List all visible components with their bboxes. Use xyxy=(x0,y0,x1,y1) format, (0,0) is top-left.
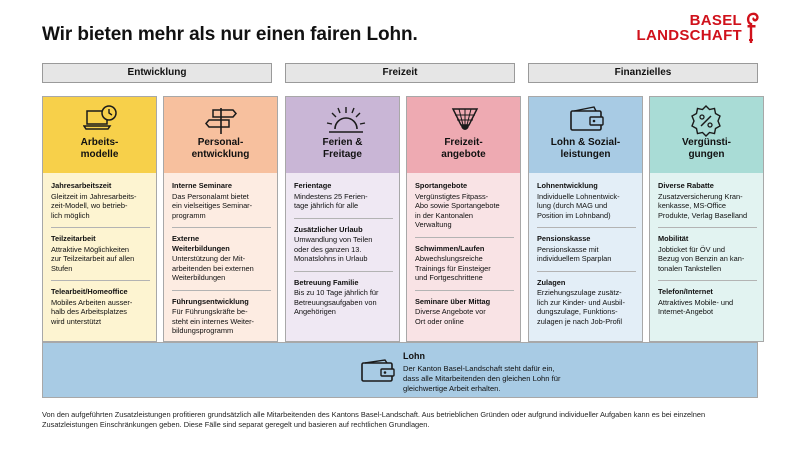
benefit-description: Mobiles Arbeiten ausser- halb des Arbeitsplatzes wird unterstützt xyxy=(51,297,133,326)
divider xyxy=(537,271,636,272)
column-items xyxy=(51,181,152,333)
column-title: Arbeits- modelle xyxy=(80,137,119,160)
column-items xyxy=(415,181,516,333)
column-header xyxy=(286,97,399,173)
benefit-column xyxy=(42,96,157,342)
benefit-title: Zusätzlicher Urlaub xyxy=(294,224,363,234)
benefit-item xyxy=(537,278,638,327)
benefit-title: Diverse Rabatte xyxy=(658,181,714,190)
footnote: Von den aufgeführten Zusatzleistungen profitieren grundsätzlich alle Mitarbeitenden des Kantons Basel-Landschaft. Aus betrieblichen Gründen oder aufgrund individueller Aufgaben kann es bei einzelnen Zusatzleistungen Einschränkungen geben. Diese Fälle sind separat geregelt und basieren auf rechtlichen Grundlagen. xyxy=(42,410,706,429)
page-title: Wir bieten mehr als nur einen fairen Lohn. xyxy=(42,24,418,45)
benefit-item xyxy=(415,297,516,327)
column-title: Freizeit- angebote xyxy=(441,137,486,160)
benefit-title: Betreuung Familie xyxy=(294,277,359,287)
benefit-description: Gleitzeit im Jahresarbeits- zeit-Modell, wo betrieb- lich möglich xyxy=(51,191,137,220)
divider xyxy=(51,280,150,281)
benefit-item xyxy=(51,287,152,326)
benefit-title: Lohnentwicklung xyxy=(537,181,598,190)
benefit-item xyxy=(294,225,395,264)
column-header xyxy=(650,97,763,173)
benefit-description: Diverse Angebote vor Ort oder online xyxy=(415,307,486,326)
benefit-item xyxy=(172,297,273,336)
benefit-description: Das Personalamt bietet ein vielseitiges Seminar- programm xyxy=(172,191,253,220)
benefit-description: Pensionskasse mit individuellem Sparplan xyxy=(537,244,612,263)
logo xyxy=(630,10,760,46)
benefit-description: Bis zu 10 Tage jährlich für Betreuungsaufgaben von Angehörigen xyxy=(294,288,379,316)
column-title: Personal- entwicklung xyxy=(191,137,250,160)
benefit-title: Zulagen xyxy=(537,277,566,287)
percent-badge-icon xyxy=(690,105,724,133)
benefit-title: Führungsentwicklung xyxy=(172,296,249,306)
divider xyxy=(294,271,393,272)
benefit-description: Erziehungszulage zusätz- lich zur Kinder- und Ausbil- dungszulage, Funktions- zulagen je nach Job-Profil xyxy=(537,288,625,326)
column-items xyxy=(537,181,638,333)
column-title: Vergünsti- gungen xyxy=(682,137,731,160)
benefit-title: Telefon/Internet xyxy=(658,287,713,296)
benefit-title: Teilzeitarbeit xyxy=(51,234,96,243)
lohn-title: Lohn xyxy=(403,351,425,361)
wallet-icon xyxy=(569,105,603,133)
benefit-item xyxy=(658,181,759,220)
column-title: Lohn & Sozial- leistungen xyxy=(550,137,621,160)
divider xyxy=(294,218,393,219)
benefit-description: Individuelle Lohnentwick- lung (durch MAG und Position im Lohnband) xyxy=(537,191,620,220)
benefit-item xyxy=(294,278,395,317)
column-header xyxy=(529,97,642,173)
benefit-title: Mobilität xyxy=(658,234,689,243)
divider xyxy=(415,237,514,238)
benefit-description: Vergünstigtes Fitpass- Abo sowie Sportangebote in der Kantonalen Verwaltung xyxy=(415,191,500,229)
benefit-column xyxy=(649,96,764,342)
benefit-item xyxy=(415,244,516,283)
wallet-icon xyxy=(361,359,395,383)
benefit-description: Umwandlung von Teilen oder des ganzen 13. Monatslohns in Urlaub xyxy=(294,235,373,263)
divider xyxy=(51,227,150,228)
shuttlecock-icon xyxy=(447,105,481,133)
column-items xyxy=(658,181,759,324)
benefit-column xyxy=(528,96,643,342)
sunrise-icon xyxy=(326,105,360,133)
benefit-item xyxy=(415,181,516,230)
laptop-clock-icon xyxy=(83,105,117,133)
lohn-description: Der Kanton Basel-Landschaft steht dafür ein, dass alle Mitarbeitenden den gleichen Lohn für gleichwertige Arbeit erhalten. xyxy=(403,364,561,393)
benefit-description: Jobticket für ÖV und Bezug von Benzin an kan- tonalen Tankstellen xyxy=(658,244,745,273)
benefit-item xyxy=(537,234,638,264)
benefit-description: Zusatzversicherung Kran- kenkasse, MS-Office Produkte, Verlag Baselland xyxy=(658,191,748,220)
benefit-item xyxy=(51,234,152,273)
benefit-title: Interne Seminare xyxy=(172,181,232,190)
benefit-title: Sportangebote xyxy=(415,181,468,190)
benefit-title: Jahresarbeitszeit xyxy=(51,181,112,190)
benefit-title: Externe Weiterbildungen xyxy=(172,234,230,253)
benefit-description: Attraktives Mobile- und Internet-Angebot xyxy=(658,297,734,316)
column-header xyxy=(164,97,277,173)
benefit-item xyxy=(172,181,273,220)
benefit-column xyxy=(285,96,400,342)
column-header xyxy=(43,97,156,173)
benefit-item xyxy=(294,181,395,211)
benefit-description: Mindestens 25 Ferien- tage jährlich für alle xyxy=(294,191,368,210)
benefit-description: Unterstützung der Mit- arbeitenden bei externen Weiterbildungen xyxy=(172,254,254,282)
group-entwicklung: Entwicklung xyxy=(42,63,272,83)
benefit-item xyxy=(51,181,152,220)
logo-line-2: LANDSCHAFT xyxy=(636,27,742,44)
divider xyxy=(172,290,271,291)
benefit-description: Attraktive Möglichkeiten zur Teilzeitarbeit auf allen Stufen xyxy=(51,244,135,273)
divider xyxy=(537,227,636,228)
group-freizeit: Freizeit xyxy=(285,63,515,83)
lohn-banner xyxy=(42,342,758,398)
benefit-description: Abwechslungsreiche Trainings für Einsteiger und Fortgeschrittene xyxy=(415,254,491,282)
column-items xyxy=(172,181,273,343)
benefit-item xyxy=(537,181,638,220)
divider xyxy=(658,227,757,228)
benefit-title: Seminare über Mittag xyxy=(415,296,491,306)
column-title: Ferien & Freitage xyxy=(322,137,363,160)
benefit-title: Telearbeit/Homeoffice xyxy=(51,287,128,296)
divider xyxy=(658,280,757,281)
group-finanzielles: Finanzielles xyxy=(528,63,758,83)
divider xyxy=(415,290,514,291)
benefit-item xyxy=(658,234,759,273)
column-header xyxy=(407,97,520,173)
column-items xyxy=(294,181,395,324)
benefit-title: Schwimmen/Laufen xyxy=(415,243,485,253)
benefit-column xyxy=(406,96,521,342)
crozier-icon xyxy=(746,12,760,44)
benefit-description: Für Führungskräfte be- steht ein internes Weiter- bildungsprogramm xyxy=(172,307,255,335)
benefit-item xyxy=(172,234,273,283)
benefit-title: Ferientage xyxy=(294,181,332,190)
benefit-title: Pensionskasse xyxy=(537,234,591,243)
divider xyxy=(172,227,271,228)
logo-line-1: BASEL xyxy=(689,12,742,29)
signpost-icon xyxy=(204,105,238,133)
benefit-column xyxy=(163,96,278,342)
benefit-item xyxy=(658,287,759,317)
